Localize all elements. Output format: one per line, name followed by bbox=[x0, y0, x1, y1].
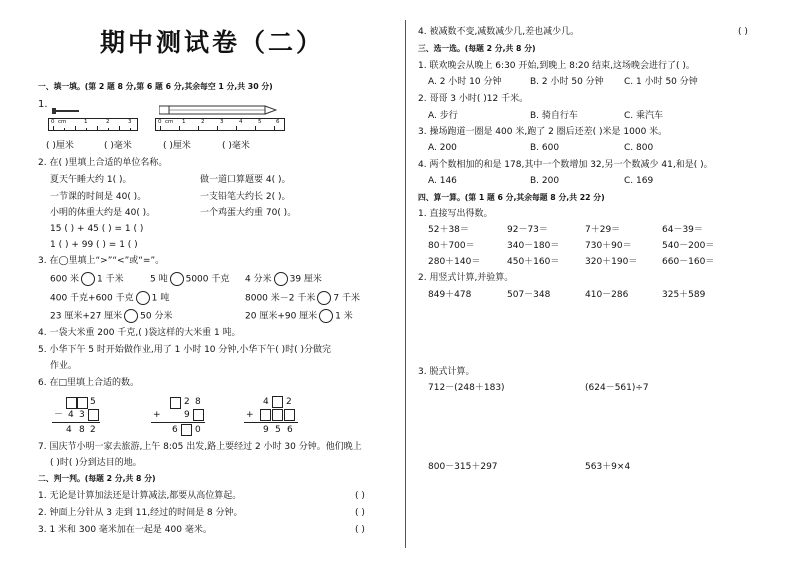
ruler-1-tick-label: 1 bbox=[84, 119, 88, 125]
judge-item-2: 2. 钟面上分针从 3 走到 11,经过的时间是 8 分钟。 bbox=[38, 508, 243, 518]
q1-answer-mm-2[interactable]: ( )毫米 bbox=[222, 141, 250, 151]
stepwise-calc-item[interactable]: 563＋9×4 bbox=[585, 462, 631, 472]
blank-box[interactable] bbox=[66, 397, 77, 409]
ruler-2-tick-label: 6 bbox=[276, 119, 280, 125]
q3-compare: 23 厘米+27 厘米 50 分米 bbox=[50, 309, 173, 323]
choice-option[interactable]: C. 1 小时 50 分钟 bbox=[624, 77, 698, 87]
vertical-calc-item[interactable]: 507－348 bbox=[507, 290, 551, 300]
compare-circle[interactable] bbox=[274, 272, 288, 286]
choice-option[interactable]: C. 800 bbox=[624, 143, 654, 153]
ruler-2-tick-label: 1 bbox=[182, 119, 186, 125]
nail-icon bbox=[52, 107, 80, 115]
choice-option[interactable]: A. 200 bbox=[428, 143, 457, 153]
q2-item[interactable]: 一支铅笔大约长 2( )。 bbox=[200, 192, 291, 202]
q3-compare: 600 米 1 千米 bbox=[50, 272, 124, 286]
q2-item[interactable]: 做一道口算题要 4( )。 bbox=[200, 175, 291, 185]
choice-question-3: 3. 操场跑道一圈是 400 米,跑了 2 圈后还差( )米是 1000 米。 bbox=[418, 127, 668, 137]
question-5-line-1[interactable]: 5. 小华下午 5 时开始做作业,用了 1 小时 10 分钟,小华下午( )时( )分做完 bbox=[38, 345, 332, 355]
stepwise-calc-item[interactable]: 712－(248＋183) bbox=[428, 383, 505, 393]
mental-calc[interactable]: 320＋190＝ bbox=[585, 257, 638, 267]
question-5-line-2: 作业。 bbox=[50, 361, 78, 371]
stepwise-calc-item[interactable]: (624－561)÷7 bbox=[585, 383, 649, 393]
compare-circle[interactable] bbox=[136, 291, 150, 305]
choice-option[interactable]: C. 乘汽车 bbox=[624, 111, 664, 121]
mental-calc[interactable]: 92－73＝ bbox=[507, 225, 548, 235]
choice-option[interactable]: A. 146 bbox=[428, 176, 457, 186]
q2-item[interactable]: 一节课的时间是 40( )。 bbox=[50, 192, 147, 202]
pencil-icon bbox=[159, 104, 277, 116]
blank-box[interactable] bbox=[181, 424, 192, 436]
judge-answer-2[interactable]: ( ) bbox=[355, 508, 365, 518]
blank-box[interactable] bbox=[193, 409, 204, 421]
question-7-line-1: 7. 国庆节小明一家去旅游,上午 8:05 出发,路上要经过 2 小时 30 分钟。他们晚上 bbox=[38, 442, 362, 452]
question-3: 3. 在◯里填上“>”“<”或“=”。 bbox=[38, 256, 165, 266]
vertical-calc-item[interactable]: 325＋589 bbox=[662, 290, 706, 300]
mental-calc[interactable]: 340－180＝ bbox=[507, 241, 560, 251]
choice-question-2: 2. 哥哥 3 小时( )12 千米。 bbox=[418, 94, 529, 104]
ruler-1-tick-label: 2 bbox=[106, 119, 110, 125]
q1-answer-cm-2[interactable]: ( )厘米 bbox=[163, 141, 191, 151]
ruler-2-tick-label: 5 bbox=[258, 119, 262, 125]
column-divider bbox=[405, 20, 406, 548]
mental-calc[interactable]: 450＋160＝ bbox=[507, 257, 560, 267]
judge-item-4: 4. 被减数不变,减数减少几,差也减少几。 bbox=[418, 27, 580, 37]
judge-answer-1[interactable]: ( ) bbox=[355, 491, 365, 501]
question-7-line-2[interactable]: ( )时( )分到达目的地。 bbox=[50, 458, 142, 468]
choice-option[interactable]: A. 2 小时 10 分钟 bbox=[428, 77, 502, 87]
blank-box[interactable] bbox=[272, 409, 283, 421]
q3-compare: 400 千克+600 千克 1 吨 bbox=[50, 291, 169, 305]
compare-circle[interactable] bbox=[317, 291, 331, 305]
ruler-1-tick-label: 3 bbox=[128, 119, 132, 125]
mental-calc[interactable]: 540－200＝ bbox=[662, 241, 715, 251]
q2-item[interactable]: 15 ( ) + 45 ( ) = 1 ( ) bbox=[50, 224, 144, 234]
section-choose-heading: 三、选一选。(每题 2 分,共 8 分) bbox=[418, 44, 536, 53]
calc-question-3: 3. 脱式计算。 bbox=[418, 367, 475, 377]
ruler-2-tick-label: 4 bbox=[239, 119, 243, 125]
q3-compare: 4 分米 39 厘米 bbox=[245, 272, 322, 286]
judge-answer-3[interactable]: ( ) bbox=[355, 525, 365, 535]
stepwise-calc-item[interactable]: 800－315＋297 bbox=[428, 462, 498, 472]
judge-item-3: 3. 1 米和 300 毫米加在一起是 400 毫米。 bbox=[38, 525, 212, 535]
mental-calc[interactable]: 64－39＝ bbox=[662, 225, 703, 235]
q2-item[interactable]: 1 ( ) + 99 ( ) = 1 ( ) bbox=[50, 240, 138, 250]
question-1-number: 1. bbox=[38, 99, 48, 110]
vertical-calc-item[interactable]: 849＋478 bbox=[428, 290, 472, 300]
question-2: 2. 在( )里填上合适的单位名称。 bbox=[38, 158, 168, 168]
choice-option[interactable]: C. 169 bbox=[624, 176, 654, 186]
blank-box[interactable] bbox=[170, 397, 181, 409]
question-6: 6. 在□里填上合适的数。 bbox=[38, 378, 139, 388]
q1-answer-cm-1[interactable]: ( )厘米 bbox=[46, 141, 74, 151]
ruler-2 bbox=[155, 118, 285, 131]
mental-calc[interactable]: 730＋90＝ bbox=[585, 241, 632, 251]
choice-question-1: 1. 联欢晚会从晚上 6:30 开始,到晚上 8:20 结束,这场晚会进行了( )。 bbox=[418, 61, 695, 71]
q2-item[interactable]: 夏天午睡大约 1( )。 bbox=[50, 175, 132, 185]
ruler-1-tick-label: cm bbox=[58, 119, 67, 125]
section-judge-heading: 二、判一判。(每题 2 分,共 8 分) bbox=[38, 474, 156, 483]
page-title: 期中测试卷（二） bbox=[100, 28, 325, 57]
blank-box[interactable] bbox=[77, 397, 88, 409]
q1-answer-mm-1[interactable]: ( )毫米 bbox=[104, 141, 132, 151]
choice-option[interactable]: B. 2 小时 50 分钟 bbox=[530, 77, 604, 87]
calc-question-2: 2. 用竖式计算,并验算。 bbox=[418, 273, 514, 283]
compare-circle[interactable] bbox=[81, 272, 95, 286]
ruler-1-tick-label: 0 bbox=[51, 119, 55, 125]
mental-calc[interactable]: 52＋38＝ bbox=[428, 225, 469, 235]
judge-answer-4[interactable]: ( ) bbox=[738, 27, 748, 37]
calc-question-1: 1. 直接写出得数。 bbox=[418, 209, 493, 219]
ruler-2-tick-label: 3 bbox=[220, 119, 224, 125]
mental-calc[interactable]: 660－160＝ bbox=[662, 257, 715, 267]
blank-box[interactable] bbox=[272, 396, 283, 408]
ruler-1 bbox=[48, 118, 138, 131]
q3-compare: 8000 米－2 千米 7 千米 bbox=[245, 291, 360, 305]
q2-item[interactable]: 小明的体重大约是 40( )。 bbox=[50, 208, 156, 218]
mental-calc[interactable]: 80＋700＝ bbox=[428, 241, 475, 251]
blank-box[interactable] bbox=[260, 409, 271, 421]
ruler-2-tick-label: 0 bbox=[158, 119, 162, 125]
choice-option[interactable]: B. 200 bbox=[530, 176, 560, 186]
choice-option[interactable]: A. 步行 bbox=[428, 111, 458, 121]
choice-option[interactable]: B. 骑自行车 bbox=[530, 111, 578, 121]
question-4[interactable]: 4. 一袋大米重 200 千克,( )袋这样的大米重 1 吨。 bbox=[38, 328, 241, 338]
choice-question-4: 4. 两个数相加的和是 178,其中一个数增加 32,另一个数减少 41,和是( )。 bbox=[418, 160, 713, 170]
section-calc-heading: 四、算一算。(第 1 题 6 分,其余每题 8 分,共 22 分) bbox=[418, 193, 605, 202]
q3-compare: 5 吨 5000 千克 bbox=[150, 272, 229, 286]
section-fill-heading: 一、填一填。(第 2 题 8 分,第 6 题 6 分,其余每空 1 分,共 30 分) bbox=[38, 82, 273, 91]
choice-option[interactable]: B. 600 bbox=[530, 143, 560, 153]
ruler-2-tick-label: cm bbox=[165, 119, 174, 125]
compare-circle[interactable] bbox=[319, 309, 333, 323]
mental-calc[interactable]: 7＋29＝ bbox=[585, 225, 621, 235]
q2-item[interactable]: 一个鸡蛋大约重 70( )。 bbox=[200, 208, 297, 218]
blank-box[interactable] bbox=[284, 409, 295, 421]
q3-compare: 20 厘米+90 厘米 1 米 bbox=[245, 309, 353, 323]
ruler-2-tick-label: 2 bbox=[201, 119, 205, 125]
mental-calc[interactable]: 280＋140＝ bbox=[428, 257, 481, 267]
judge-item-1: 1. 无论是计算加法还是计算减法,都要从高位算起。 bbox=[38, 491, 242, 501]
vertical-calc-item[interactable]: 410－286 bbox=[585, 290, 629, 300]
blank-box[interactable] bbox=[88, 409, 99, 421]
compare-circle[interactable] bbox=[170, 272, 184, 286]
compare-circle[interactable] bbox=[124, 309, 138, 323]
